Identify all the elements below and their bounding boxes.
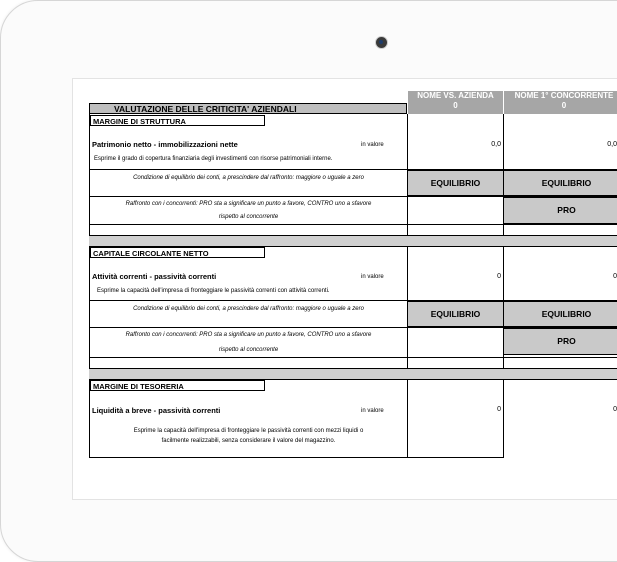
metric-name: Liquidità a breve - passività correnti: [92, 406, 221, 415]
competitor-value: 0: [613, 406, 617, 413]
competitor-compare-badge: PRO: [504, 328, 617, 355]
competitor-status-badge: EQUILIBRIO: [504, 301, 617, 327]
competitor-value: 0: [613, 273, 617, 280]
condition-note: Condizione di equilibrio dei conti, a prescindere dal raffronto: maggiore o uguale a zero: [133, 306, 364, 312]
metric-description-end: facilmente realizzabili, senza considerare il valore del magazzino.: [161, 438, 336, 444]
metric-unit: in valore: [361, 142, 384, 148]
company-header: [408, 91, 503, 114]
competitor-status-badge: EQUILIBRIO: [504, 170, 617, 196]
company-status-badge: EQUILIBRIO: [408, 301, 503, 327]
col1-separator: [407, 114, 408, 458]
row-divider: [89, 224, 617, 225]
competitor-header-title: NOME 1° CONCORRENTE: [514, 91, 614, 100]
metric-description: Esprime la capacità dell'impresa di fronteggiare le passività correnti con attività correnti.: [97, 288, 330, 294]
section-separator: [89, 235, 617, 247]
comparison-note-end: rispetto al concorrente: [218, 347, 279, 353]
comparison-note: Raffronto con i concorrenti: PRO sta a significare un punto a favore, CONTRO uno a sfavore: [125, 201, 372, 207]
section-label-margine-struttura: MARGINE DI STRUTTURA: [90, 115, 265, 126]
comparison-note: Raffronto con i concorrenti: PRO sta a significare un punto a favore, CONTRO uno a sfavore: [125, 332, 372, 338]
company-status-badge: EQUILIBRIO: [408, 170, 503, 196]
metric-description: Esprime la capacità dell'impresa di fronteggiare le passività correnti con mezzi liquidi o: [133, 428, 364, 434]
sheet-title: VALUTAZIONE DELLE CRITICITA' AZIENDALI: [89, 103, 407, 114]
comparison-note-end: rispetto al concorrente: [218, 214, 279, 220]
condition-note: Condizione di equilibrio dei conti, a prescindere dal raffronto: maggiore o uguale a zero: [133, 175, 364, 181]
company-header-value: 0: [453, 101, 458, 110]
competitor-value: 0,0: [607, 141, 617, 148]
col2-separator: [503, 114, 504, 458]
section-separator: [89, 368, 617, 380]
competitor-compare-badge: PRO: [504, 197, 617, 224]
company-value: 0: [497, 273, 501, 280]
metric-unit: in valore: [361, 274, 384, 280]
metric-name: Patrimonio netto - immobilizzazioni nette: [92, 140, 238, 149]
section-label-capitale-circolante: CAPITALE CIRCOLANTE NETTO: [90, 247, 265, 258]
camera-icon: [375, 36, 388, 49]
company-header-title: NOME VS. AZIENDA: [417, 91, 494, 100]
metric-name: Attività correnti - passività correnti: [92, 272, 217, 281]
company-value: 0: [497, 406, 501, 413]
competitor-header-value: 0: [561, 101, 567, 110]
left-border: [89, 114, 90, 458]
spreadsheet-screen: [72, 78, 617, 500]
metric-description: Esprime il grado di copertura finanziaria degli investimenti con risorse patrimoniali interne.: [94, 156, 333, 162]
competitor-header: [504, 91, 617, 114]
company-value: 0,0: [491, 141, 501, 148]
row-divider: [89, 357, 617, 358]
metric-unit: in valore: [361, 408, 384, 414]
bottom-border: [89, 457, 504, 458]
section-label-margine-tesoreria: MARGINE DI TESORERIA: [90, 380, 265, 391]
